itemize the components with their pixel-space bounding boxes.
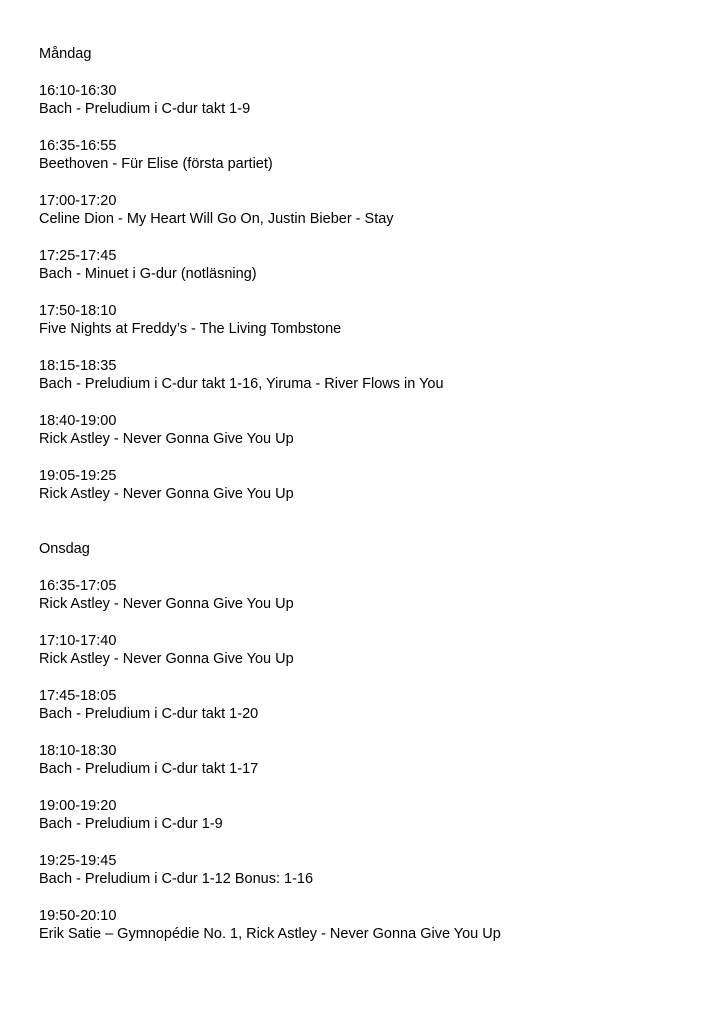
lesson-slot	[39, 137, 704, 173]
day-section-onsdag	[39, 540, 704, 943]
slot-pieces: Bach - Preludium i C-dur 1-12 Bonus: 1-16	[39, 871, 314, 887]
slot-time: 17:50-18:10	[39, 303, 117, 319]
slot-pieces: Bach - Preludium i C-dur takt 1-17	[39, 761, 259, 777]
lesson-slot	[39, 577, 704, 613]
slot-time: 18:10-18:30	[39, 743, 117, 759]
slot-pieces: Rick Astley - Never Gonna Give You Up	[39, 651, 294, 667]
lesson-slot	[39, 467, 704, 503]
slot-time: 18:15-18:35	[39, 358, 117, 374]
slot-time: 18:40-19:00	[39, 413, 117, 429]
lesson-slot	[39, 907, 704, 943]
lesson-slot	[39, 82, 704, 118]
slot-time: 16:35-16:55	[39, 138, 117, 154]
slot-time: 19:50-20:10	[39, 908, 117, 924]
slot-pieces: Beethoven - Für Elise (första partiet)	[39, 156, 273, 172]
lesson-slot	[39, 797, 704, 833]
lesson-slot	[39, 192, 704, 228]
slot-pieces: Bach - Preludium i C-dur takt 1-9	[39, 101, 251, 117]
slot-time: 17:00-17:20	[39, 193, 117, 209]
lesson-slot	[39, 742, 704, 778]
day-section-mandag	[39, 45, 704, 503]
slot-pieces: Celine Dion - My Heart Will Go On, Justin Bieber - Stay	[39, 211, 394, 227]
slot-time: 16:10-16:30	[39, 83, 117, 99]
schedule-document	[39, 45, 704, 962]
slot-pieces: Five Nights at Freddy’s - The Living Tombstone	[39, 321, 342, 337]
day-heading: Måndag	[39, 46, 92, 62]
lesson-slot	[39, 852, 704, 888]
lesson-slot	[39, 357, 704, 393]
slot-pieces: Erik Satie – Gymnopédie No. 1, Rick Astley - Never Gonna Give You Up	[39, 926, 501, 942]
slot-time: 19:00-19:20	[39, 798, 117, 814]
slot-pieces: Rick Astley - Never Gonna Give You Up	[39, 431, 294, 447]
lesson-slot	[39, 632, 704, 668]
slot-pieces: Bach - Preludium i C-dur 1-9	[39, 816, 223, 832]
slot-time: 16:35-17:05	[39, 578, 117, 594]
lesson-slot	[39, 302, 704, 338]
day-heading: Onsdag	[39, 541, 90, 557]
slot-pieces: Bach - Preludium i C-dur takt 1-16, Yiruma - River Flows in You	[39, 376, 444, 392]
lesson-slot	[39, 412, 704, 448]
slot-time: 17:45-18:05	[39, 688, 117, 704]
slot-time: 19:05-19:25	[39, 468, 117, 484]
lesson-slot	[39, 247, 704, 283]
slot-time: 19:25-19:45	[39, 853, 117, 869]
slot-time: 17:10-17:40	[39, 633, 117, 649]
slot-pieces: Bach - Minuet i G-dur (notläsning)	[39, 266, 257, 282]
slot-pieces: Bach - Preludium i C-dur takt 1-20	[39, 706, 259, 722]
slot-pieces: Rick Astley - Never Gonna Give You Up	[39, 486, 294, 502]
lesson-slot	[39, 687, 704, 723]
slot-pieces: Rick Astley - Never Gonna Give You Up	[39, 596, 294, 612]
slot-time: 17:25-17:45	[39, 248, 117, 264]
